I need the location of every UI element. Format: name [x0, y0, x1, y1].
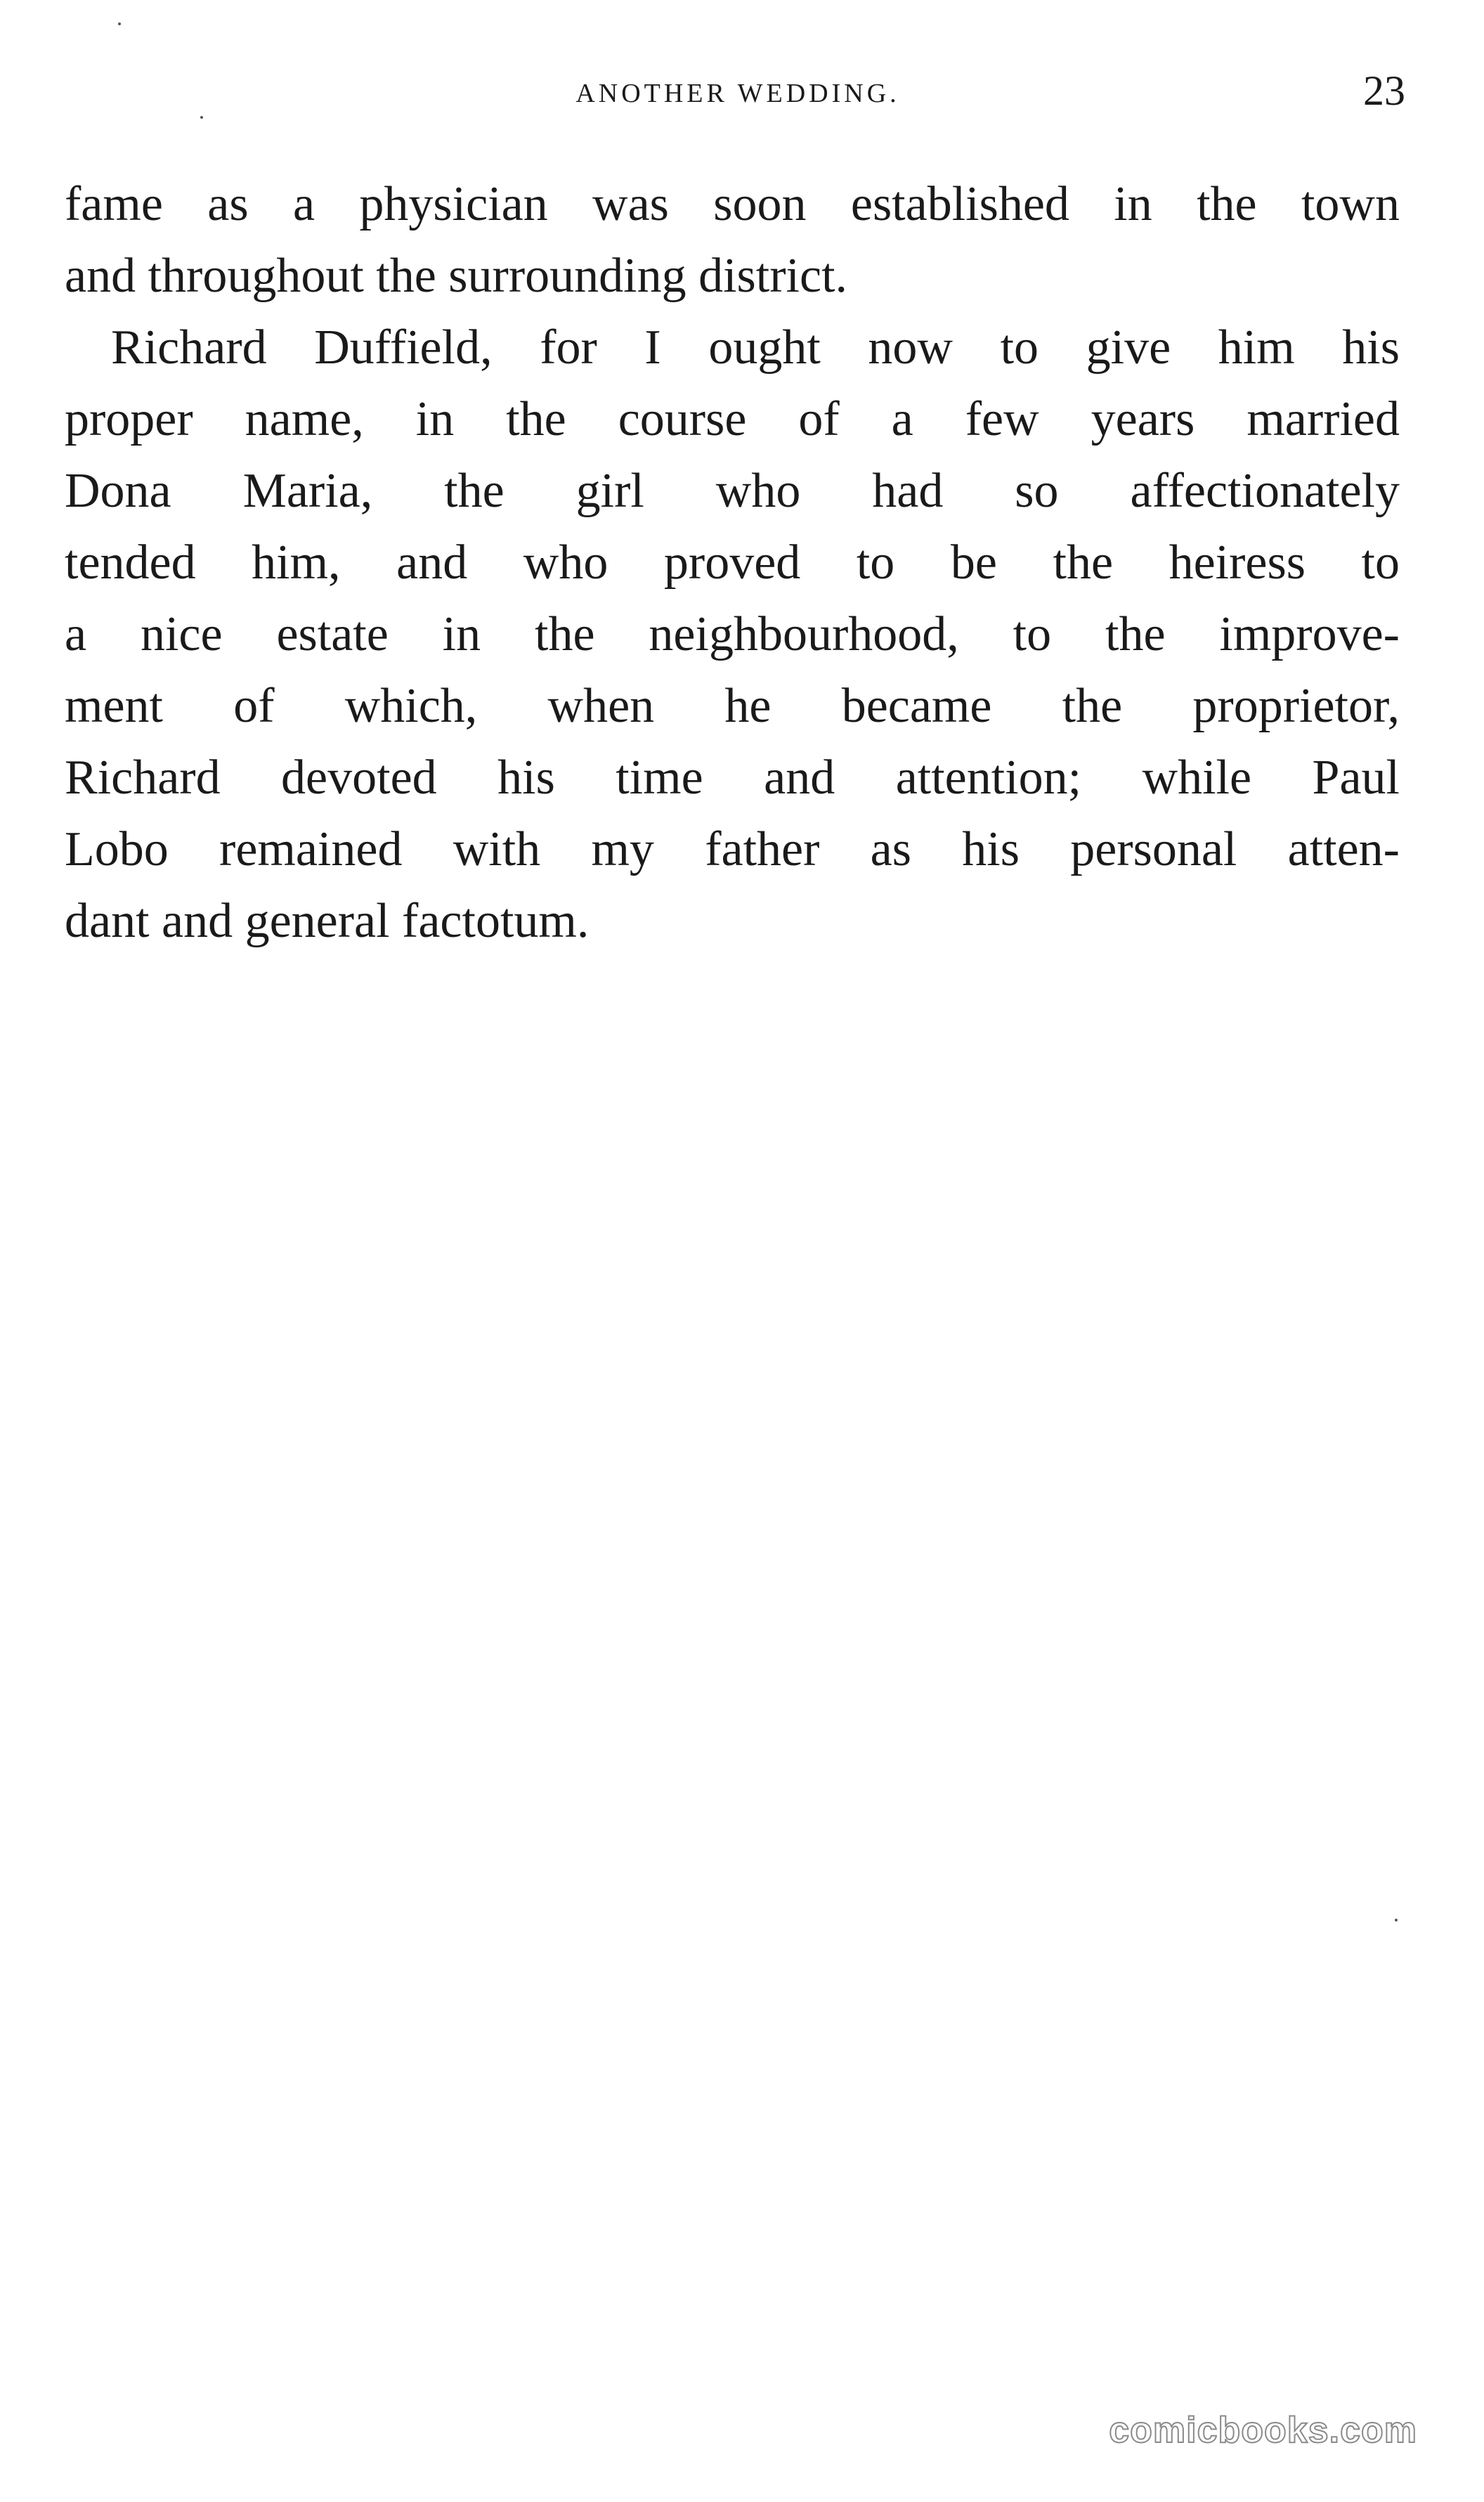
text-line: Dona Maria, the girl who had so affectionately — [65, 464, 1400, 518]
running-head — [70, 67, 1405, 123]
watermark: comicbooks.com — [1109, 2410, 1417, 2451]
text-line: Richard Duffield, for I ought now to give him his — [111, 320, 1400, 375]
text-line: tended him, and who proved to be the heiress to — [65, 536, 1400, 590]
print-speck — [1395, 1919, 1398, 1921]
text-line: proper name, in the course of a few years married — [65, 392, 1400, 446]
text-line: a nice estate in the neighbourhood, to the improve- — [65, 607, 1400, 661]
text-line: dant and general factotum. — [65, 894, 590, 948]
text-line: and throughout the surrounding district. — [65, 249, 848, 303]
text-line: ment of which, when he became the proprietor, — [65, 679, 1400, 733]
print-speck — [118, 22, 121, 25]
page-number: 23 — [1363, 67, 1405, 114]
print-speck — [200, 116, 203, 119]
text-line: Richard devoted his time and attention; while Paul — [65, 751, 1400, 805]
text-line: Lobo remained with my father as his personal atten- — [65, 822, 1400, 876]
body-text — [65, 169, 1400, 957]
text-line: fame as a physician was soon established in the town — [65, 177, 1400, 231]
running-title: ANOTHER WEDDING. — [575, 79, 900, 108]
